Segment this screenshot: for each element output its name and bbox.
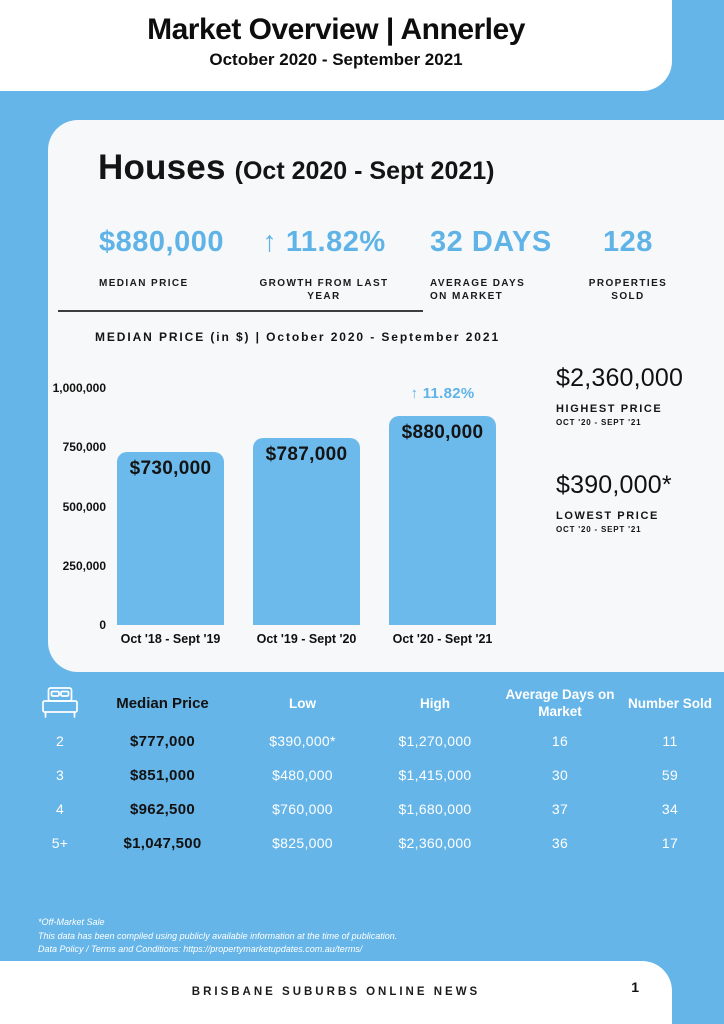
- bar-value-label: $880,000: [401, 422, 484, 443]
- table-cell: 3: [55, 767, 65, 783]
- bed-icon: [30, 686, 90, 720]
- lowest-price-value: $390,000*: [556, 471, 672, 499]
- table-cell: 34: [661, 801, 679, 817]
- table-cell: 36: [551, 835, 569, 851]
- highest-price-label: HIGHEST PRICE: [556, 403, 663, 415]
- stat-value: $880,000: [99, 226, 224, 258]
- price-extremes: [556, 364, 683, 534]
- footnote-line: This data has been compiled using publicly available information at the time of publication.: [38, 930, 398, 941]
- table-cell: 2: [55, 733, 65, 749]
- table-cell: 16: [551, 733, 569, 749]
- stat-value: 128: [603, 226, 653, 258]
- y-tick-label: 250,000: [62, 558, 106, 573]
- table-cell: $760,000: [272, 801, 333, 817]
- table-cell: 59: [661, 767, 679, 783]
- stat-properties-sold: [575, 226, 681, 303]
- lowest-price-period: OCT '20 - SEPT '21: [556, 525, 642, 534]
- stat-value: 32 DAYS: [430, 226, 552, 258]
- chart-bar: [117, 452, 224, 625]
- table-cell: 30: [551, 767, 569, 783]
- column-header-sold: Number Sold: [627, 695, 712, 711]
- table-body: [30, 724, 720, 860]
- highest-price-block: [556, 364, 683, 427]
- section-heading: [98, 148, 494, 188]
- table-cell: $2,360,000: [398, 835, 472, 851]
- chart-bar: [253, 438, 360, 625]
- table-row: [30, 792, 720, 826]
- stat-label: MEDIAN PRICE: [99, 278, 189, 289]
- lowest-price-label: LOWEST PRICE: [556, 510, 659, 522]
- table-cell: $777,000: [130, 732, 195, 750]
- table-header-row: [30, 682, 720, 724]
- footnote-line: *Off-Market Sale: [38, 917, 105, 927]
- section-title: Houses: [98, 148, 226, 187]
- table-cell: $390,000*: [269, 733, 336, 749]
- column-header-days: Average Days on Market: [505, 687, 615, 719]
- table-cell: 37: [551, 801, 569, 817]
- table-cell: 5+: [51, 835, 69, 851]
- publisher-name: BRISBANE SUBURBS ONLINE NEWS: [191, 986, 481, 998]
- footnote-line: Data Policy / Terms and Conditions: https://propertymarketupdates.com.au/terms/: [38, 944, 363, 954]
- highest-price-period: OCT '20 - SEPT '21: [556, 418, 642, 427]
- highest-price-value: $2,360,000: [556, 364, 684, 392]
- table-cell: $1,047,500: [123, 834, 202, 852]
- page-footer: [0, 961, 672, 1024]
- table-row: [30, 758, 720, 792]
- bedrooms-table: [30, 682, 720, 860]
- divider-line: [58, 310, 423, 312]
- bar-value-label: $787,000: [265, 444, 348, 465]
- x-tick-label: Oct '20 - Sept '21: [392, 632, 493, 646]
- column-header-median-price: Median Price: [116, 694, 209, 712]
- page-subtitle: October 2020 - September 2021: [209, 50, 463, 69]
- table-cell: $825,000: [272, 835, 333, 851]
- y-tick-label: 1,000,000: [52, 381, 106, 395]
- chart-bars: [117, 380, 567, 625]
- bar-value-label: $730,000: [129, 458, 212, 479]
- table-cell: $480,000: [272, 767, 333, 783]
- chart-x-axis: [117, 632, 567, 646]
- table-row: [30, 826, 720, 860]
- growth-annotation: ↑ 11.82%: [410, 385, 475, 402]
- x-tick-label: Oct '18 - Sept '19: [120, 632, 221, 646]
- chart-bar: [389, 416, 496, 625]
- chart-title: MEDIAN PRICE (in $) | October 2020 - September 2021: [95, 330, 501, 344]
- table-cell: 4: [55, 801, 65, 817]
- page-number: 1: [631, 979, 639, 995]
- stat-label: AVERAGE DAYS ON MARKET: [430, 278, 526, 302]
- stat-label: GROWTH FROM LAST YEAR: [259, 278, 389, 302]
- y-tick-label: 0: [99, 618, 106, 632]
- table-row: [30, 724, 720, 758]
- table-cell: $1,680,000: [398, 801, 472, 817]
- column-header-low: Low: [289, 695, 316, 711]
- lowest-price-block: [556, 471, 683, 534]
- chart-y-axis: [54, 380, 106, 633]
- page-title: Market Overview | Annerley: [147, 13, 525, 46]
- stat-days-on-market: [430, 226, 552, 303]
- table-cell: $1,415,000: [398, 767, 472, 783]
- stat-label: PROPERTIES SOLD: [588, 278, 668, 302]
- houses-card: [48, 120, 724, 672]
- report-header: [0, 0, 672, 91]
- y-tick-label: 750,000: [62, 440, 106, 455]
- stat-median-price: [99, 226, 224, 290]
- column-header-high: High: [420, 695, 450, 711]
- stat-value: ↑ 11.82%: [262, 226, 386, 258]
- table-cell: 17: [661, 835, 679, 851]
- table-cell: 11: [662, 733, 678, 749]
- y-tick-label: 500,000: [62, 499, 106, 514]
- footnotes: [38, 916, 658, 957]
- x-tick-label: Oct '19 - Sept '20: [256, 632, 357, 646]
- table-cell: $1,270,000: [398, 733, 472, 749]
- stat-growth: [246, 226, 402, 303]
- table-cell: $851,000: [130, 766, 195, 784]
- section-period: (Oct 2020 - Sept 2021): [234, 157, 495, 185]
- table-cell: $962,500: [130, 800, 195, 818]
